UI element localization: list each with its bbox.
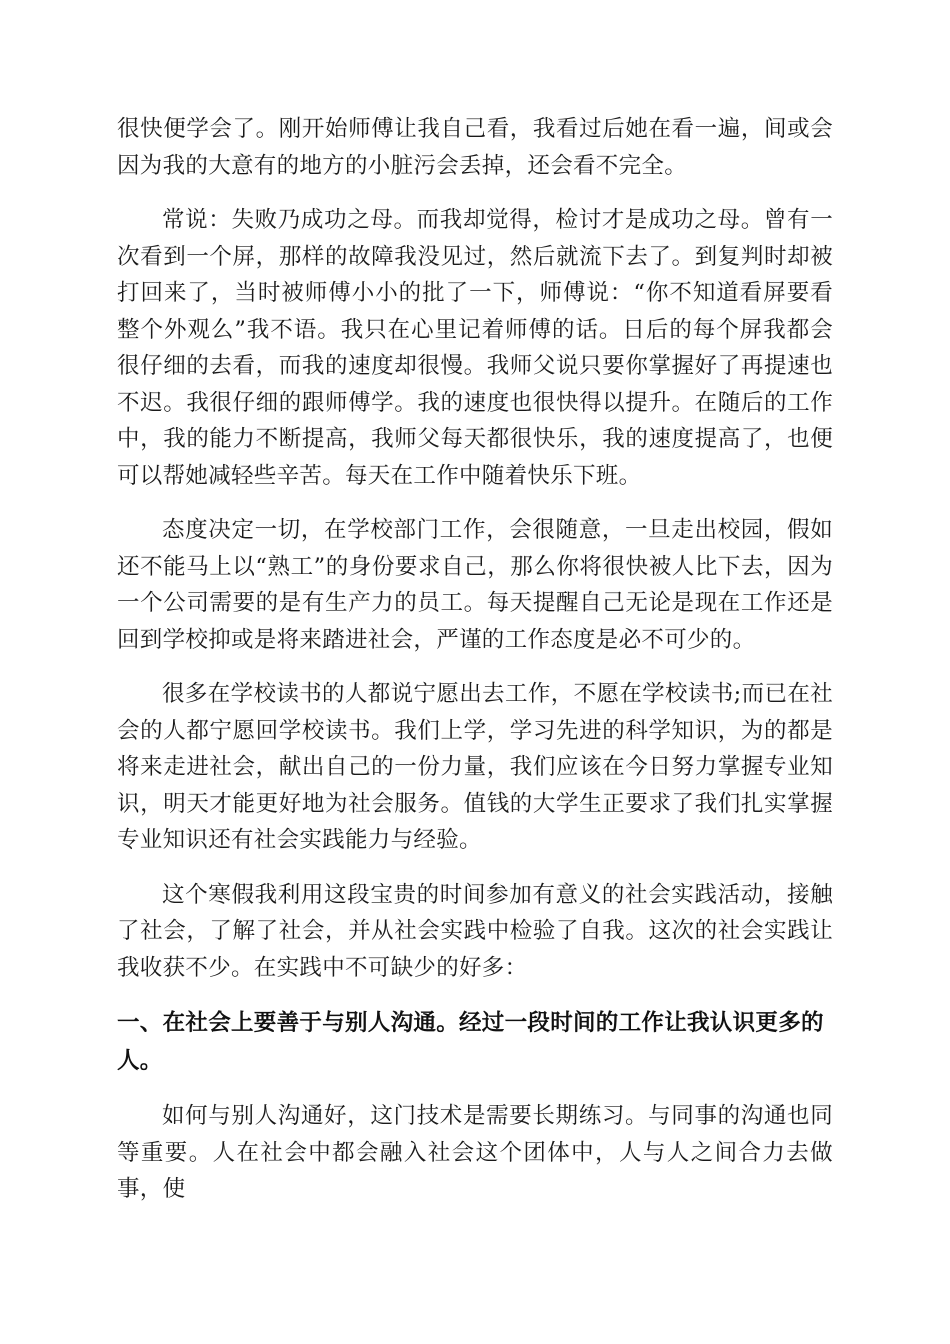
paragraph-attitude: 态度决定一切，在学校部门工作，会很随意，一旦走出校园，假如还不能马上以“熟工”的身份要求自己，那么你将很快被人比下去，因为一个公司需要的是有生产力的员工。每天提醒自己无论是现在工作还是回到学校抑或是将来踏进社会，严谨的工作态度是必不可少的。 <box>117 517 833 653</box>
section-heading: 一、在社会上要善于与别人沟通。经过一段时间的工作让我认识更多的人。 <box>117 1010 824 1074</box>
paragraph-continued: 很快便学会了。刚开始师傅让我自己看，我看过后她在看一遍，间或会因为我的大意有的地方的小脏污会丢掉，还会看不完全。 <box>117 116 833 179</box>
paragraph-winter-practice: 这个寒假我利用这段宝贵的时间参加有意义的社会实践活动，接触了社会，了解了社会，并从社会实践中检验了自我。这次的社会实践让我收获不少。在实践中不可缺少的好多： <box>117 881 833 981</box>
document-body <box>117 111 833 1226</box>
paragraph-communication: 如何与别人沟通好，这门技术是需要长期练习。与同事的沟通也同等重要。人在社会中都会融入社会这个团体中，人与人之间合力去做事，使 <box>117 1103 833 1202</box>
paragraph-school-vs-work: 很多在学校读书的人都说宁愿出去工作，不愿在学校读书;而已在社会的人都宁愿回学校读书。我们上学，学习先进的科学知识，为的都是将来走进社会，献出自己的一份力量，我们应该在今日努力掌握专业知识，明天才能更好地为社会服务。值钱的大学生正要求了我们扎实掌握专业知识还有社会实践能力与经验。 <box>117 681 833 853</box>
paragraph-failure-lesson: 常说：失败乃成功之母。而我却觉得，检讨才是成功之母。曾有一次看到一个屏，那样的故障我没见过，然后就流下去了。到复判时却被打回来了，当时被师傅小小的批了一下，师傅说：“你不知道看屏要看整个外观么”我不语。我只在心里记着师傅的话。日后的每个屏我都会很仔细的去看，而我的速度却很慢。我师父说只要你掌握好了再提速也不迟。我很仔细的跟师傅学。我的速度也很快得以提升。在随后的工作中，我的能力不断提高，我师父每天都很快乐，我的速度提高了，也便可以帮她减轻些辛苦。每天在工作中随着快乐下班。 <box>117 207 833 489</box>
